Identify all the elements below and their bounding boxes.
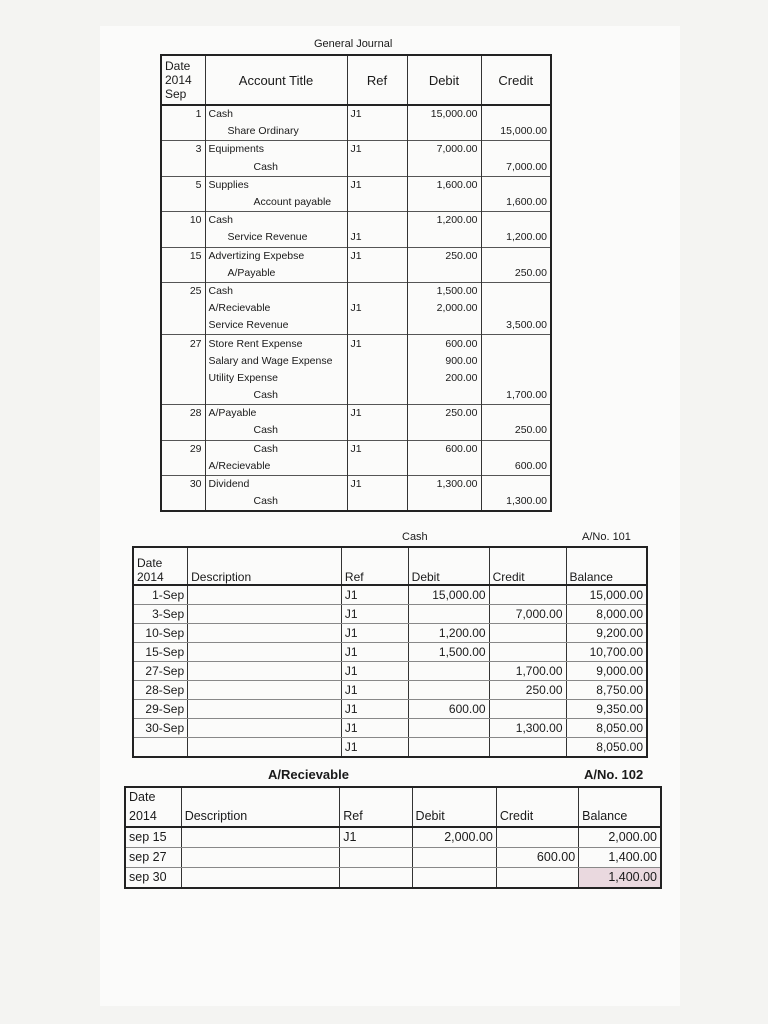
journal-line xyxy=(161,440,551,458)
cash-debit xyxy=(408,738,489,758)
journal-account: Cash xyxy=(205,422,347,440)
journal-credit xyxy=(481,300,551,317)
journal-ref xyxy=(347,458,407,476)
journal-ref: J1 xyxy=(347,475,407,493)
journal-day xyxy=(161,317,205,335)
journal-line xyxy=(161,141,551,159)
ar-row xyxy=(125,827,661,848)
journal-ref xyxy=(347,123,407,141)
ar-date: sep 27 xyxy=(125,848,181,868)
journal-debit xyxy=(407,458,481,476)
journal-day xyxy=(161,387,205,405)
cash-row xyxy=(133,681,647,700)
journal-credit: 1,200.00 xyxy=(481,229,551,247)
journal-debit: 2,000.00 xyxy=(407,300,481,317)
journal-account: A/Recievable xyxy=(205,458,347,476)
cash-ref: J1 xyxy=(341,719,408,738)
cash-ref: J1 xyxy=(341,643,408,662)
journal-debit: 600.00 xyxy=(407,440,481,458)
journal-credit-header: Credit xyxy=(481,55,551,105)
cash-date: 10-Sep xyxy=(133,624,188,643)
cash-account-number: A/No. 101 xyxy=(582,531,631,543)
journal-day: 25 xyxy=(161,282,205,300)
journal-account: A/Payable xyxy=(205,265,347,283)
cash-description xyxy=(188,719,342,738)
journal-debit xyxy=(407,159,481,177)
cash-ref-header: Ref xyxy=(341,547,408,585)
cash-balance: 8,000.00 xyxy=(566,605,647,624)
journal-debit: 600.00 xyxy=(407,335,481,353)
cash-row xyxy=(133,719,647,738)
cash-balance: 9,350.00 xyxy=(566,700,647,719)
cash-debit xyxy=(408,719,489,738)
journal-account: Supplies xyxy=(205,176,347,194)
journal-debit: 250.00 xyxy=(407,247,481,265)
cash-row xyxy=(133,585,647,605)
journal-credit xyxy=(481,405,551,423)
cash-row xyxy=(133,643,647,662)
ar-description xyxy=(181,848,340,868)
journal-debit xyxy=(407,317,481,335)
journal-ref xyxy=(347,317,407,335)
journal-account: Cash xyxy=(205,282,347,300)
cash-date: 30-Sep xyxy=(133,719,188,738)
cash-credit xyxy=(489,624,566,643)
journal-account: Equipments xyxy=(205,141,347,159)
cash-description xyxy=(188,643,342,662)
journal-line xyxy=(161,458,551,476)
cash-debit: 15,000.00 xyxy=(408,585,489,605)
ar-balance: 1,400.00 xyxy=(579,848,661,868)
ar-account-number: A/No. 102 xyxy=(584,767,644,782)
cash-credit-header: Credit xyxy=(489,547,566,585)
ar-header-row xyxy=(125,787,661,827)
journal-debit: 900.00 xyxy=(407,353,481,370)
cash-row xyxy=(133,700,647,719)
ar-balance: 1,400.00 xyxy=(579,868,661,889)
journal-ref xyxy=(347,265,407,283)
general-journal-table xyxy=(160,54,552,512)
cash-debit: 600.00 xyxy=(408,700,489,719)
journal-line xyxy=(161,159,551,177)
cash-row xyxy=(133,662,647,681)
cash-description xyxy=(188,585,342,605)
journal-day: 10 xyxy=(161,212,205,230)
cash-row xyxy=(133,605,647,624)
ar-balance-header: Balance xyxy=(579,787,661,827)
cash-description xyxy=(188,624,342,643)
journal-day xyxy=(161,370,205,387)
cash-balance: 15,000.00 xyxy=(566,585,647,605)
ar-ref xyxy=(340,868,412,889)
cash-credit xyxy=(489,700,566,719)
journal-day xyxy=(161,300,205,317)
journal-account: Dividend xyxy=(205,475,347,493)
journal-debit: 1,300.00 xyxy=(407,475,481,493)
journal-credit: 250.00 xyxy=(481,422,551,440)
journal-account-title-header: Account Title xyxy=(205,55,347,105)
journal-ref xyxy=(347,422,407,440)
journal-ref: J1 xyxy=(347,335,407,353)
cash-debit: 1,200.00 xyxy=(408,624,489,643)
journal-ref: J1 xyxy=(347,141,407,159)
journal-line xyxy=(161,317,551,335)
ar-credit-header: Credit xyxy=(496,787,578,827)
journal-body xyxy=(161,105,551,511)
journal-debit xyxy=(407,493,481,511)
journal-day xyxy=(161,458,205,476)
cash-header-row xyxy=(133,547,647,585)
journal-ref xyxy=(347,159,407,177)
journal-line xyxy=(161,176,551,194)
journal-debit xyxy=(407,387,481,405)
ar-debit: 2,000.00 xyxy=(412,827,496,848)
cash-date: 28-Sep xyxy=(133,681,188,700)
journal-credit xyxy=(481,440,551,458)
journal-title: General Journal xyxy=(314,38,393,50)
journal-credit: 600.00 xyxy=(481,458,551,476)
cash-ref: J1 xyxy=(341,585,408,605)
ar-row xyxy=(125,848,661,868)
ar-description-header: Description xyxy=(181,787,340,827)
ar-credit: 600.00 xyxy=(496,848,578,868)
ar-ref xyxy=(340,848,412,868)
ar-balance: 2,000.00 xyxy=(579,827,661,848)
journal-ref xyxy=(347,282,407,300)
journal-account: Store Rent Expense xyxy=(205,335,347,353)
cash-ref: J1 xyxy=(341,681,408,700)
journal-account: Cash xyxy=(205,212,347,230)
journal-account: Advertizing Expebse xyxy=(205,247,347,265)
journal-credit xyxy=(481,176,551,194)
journal-ref xyxy=(347,194,407,212)
journal-line xyxy=(161,212,551,230)
journal-debit xyxy=(407,265,481,283)
journal-header-row xyxy=(161,55,551,105)
cash-ref: J1 xyxy=(341,605,408,624)
journal-line xyxy=(161,194,551,212)
cash-balance-header: Balance xyxy=(566,547,647,585)
journal-day: 1 xyxy=(161,105,205,123)
ar-ref: J1 xyxy=(340,827,412,848)
cash-date: 3-Sep xyxy=(133,605,188,624)
journal-line xyxy=(161,493,551,511)
journal-debit: 250.00 xyxy=(407,405,481,423)
journal-ref: J1 xyxy=(347,176,407,194)
journal-day xyxy=(161,194,205,212)
journal-debit: 1,500.00 xyxy=(407,282,481,300)
cash-debit: 1,500.00 xyxy=(408,643,489,662)
journal-credit: 1,600.00 xyxy=(481,194,551,212)
ar-ref-header: Ref xyxy=(340,787,412,827)
cash-date xyxy=(133,738,188,758)
journal-credit: 3,500.00 xyxy=(481,317,551,335)
journal-line xyxy=(161,475,551,493)
journal-debit xyxy=(407,229,481,247)
journal-credit xyxy=(481,475,551,493)
cash-balance: 8,050.00 xyxy=(566,738,647,758)
journal-credit xyxy=(481,141,551,159)
journal-day xyxy=(161,229,205,247)
cash-row xyxy=(133,624,647,643)
journal-account: Salary and Wage Expense xyxy=(205,353,347,370)
cash-description xyxy=(188,681,342,700)
cash-debit-header: Debit xyxy=(408,547,489,585)
journal-date-header: Date 2014 Sep xyxy=(161,55,205,105)
journal-account: A/Recievable xyxy=(205,300,347,317)
cash-description xyxy=(188,700,342,719)
journal-day: 29 xyxy=(161,440,205,458)
journal-credit xyxy=(481,247,551,265)
journal-line xyxy=(161,422,551,440)
cash-credit xyxy=(489,643,566,662)
journal-credit xyxy=(481,335,551,353)
journal-debit: 200.00 xyxy=(407,370,481,387)
journal-line xyxy=(161,265,551,283)
journal-day: 15 xyxy=(161,247,205,265)
journal-account: Cash xyxy=(205,493,347,511)
ar-description xyxy=(181,827,340,848)
journal-ref xyxy=(347,212,407,230)
cash-ref: J1 xyxy=(341,738,408,758)
journal-ref: J1 xyxy=(347,300,407,317)
journal-debit: 1,200.00 xyxy=(407,212,481,230)
cash-balance: 9,000.00 xyxy=(566,662,647,681)
journal-ref: J1 xyxy=(347,229,407,247)
cash-debit xyxy=(408,662,489,681)
cash-credit: 1,300.00 xyxy=(489,719,566,738)
cash-description xyxy=(188,605,342,624)
journal-day: 27 xyxy=(161,335,205,353)
cash-description xyxy=(188,662,342,681)
journal-day xyxy=(161,493,205,511)
journal-account: Utility Expense xyxy=(205,370,347,387)
journal-credit: 15,000.00 xyxy=(481,123,551,141)
journal-line xyxy=(161,282,551,300)
journal-ref xyxy=(347,370,407,387)
cash-credit xyxy=(489,585,566,605)
journal-account: Cash xyxy=(205,387,347,405)
ar-debit xyxy=(412,848,496,868)
journal-account: A/Payable xyxy=(205,405,347,423)
journal-line xyxy=(161,229,551,247)
journal-line xyxy=(161,405,551,423)
cash-date: 29-Sep xyxy=(133,700,188,719)
journal-debit: 1,600.00 xyxy=(407,176,481,194)
ar-credit xyxy=(496,868,578,889)
cash-balance: 8,750.00 xyxy=(566,681,647,700)
ar-debit-header: Debit xyxy=(412,787,496,827)
cash-credit: 1,700.00 xyxy=(489,662,566,681)
journal-ref: J1 xyxy=(347,440,407,458)
cash-debit xyxy=(408,605,489,624)
cash-balance: 9,200.00 xyxy=(566,624,647,643)
cash-description-header: Description xyxy=(188,547,342,585)
cash-date-header: Date 2014 xyxy=(133,547,188,585)
journal-credit: 1,700.00 xyxy=(481,387,551,405)
cash-credit: 7,000.00 xyxy=(489,605,566,624)
journal-line xyxy=(161,387,551,405)
cash-date: 27-Sep xyxy=(133,662,188,681)
journal-debit xyxy=(407,422,481,440)
ar-row xyxy=(125,868,661,889)
ar-credit xyxy=(496,827,578,848)
ar-description xyxy=(181,868,340,889)
ar-ledger-title: A/Recievable xyxy=(268,767,349,782)
journal-line xyxy=(161,300,551,317)
journal-day: 5 xyxy=(161,176,205,194)
journal-line xyxy=(161,335,551,353)
ar-date: sep 15 xyxy=(125,827,181,848)
journal-debit: 7,000.00 xyxy=(407,141,481,159)
cash-balance: 8,050.00 xyxy=(566,719,647,738)
cash-row xyxy=(133,738,647,758)
journal-account: Cash xyxy=(205,440,347,458)
ar-ledger-body xyxy=(125,827,661,888)
journal-credit: 250.00 xyxy=(481,265,551,283)
journal-day xyxy=(161,159,205,177)
cash-description xyxy=(188,738,342,758)
journal-account: Cash xyxy=(205,159,347,177)
journal-credit xyxy=(481,105,551,123)
journal-line xyxy=(161,247,551,265)
cash-balance: 10,700.00 xyxy=(566,643,647,662)
journal-debit xyxy=(407,194,481,212)
cash-credit: 250.00 xyxy=(489,681,566,700)
cash-ledger-body xyxy=(133,585,647,757)
journal-day xyxy=(161,265,205,283)
cash-ledger-table xyxy=(132,546,648,758)
journal-day xyxy=(161,353,205,370)
journal-ref xyxy=(347,387,407,405)
cash-ref: J1 xyxy=(341,700,408,719)
journal-credit xyxy=(481,353,551,370)
journal-day: 28 xyxy=(161,405,205,423)
cash-credit xyxy=(489,738,566,758)
cash-ledger-title: Cash xyxy=(402,531,428,543)
journal-account: Account payable xyxy=(205,194,347,212)
cash-date: 1-Sep xyxy=(133,585,188,605)
journal-debit-header: Debit xyxy=(407,55,481,105)
ar-date: sep 30 xyxy=(125,868,181,889)
journal-ref: J1 xyxy=(347,405,407,423)
journal-credit xyxy=(481,370,551,387)
journal-line xyxy=(161,105,551,123)
ar-date-header: Date 2014 xyxy=(125,787,181,827)
journal-ref: J1 xyxy=(347,247,407,265)
journal-credit xyxy=(481,282,551,300)
journal-day: 3 xyxy=(161,141,205,159)
journal-ref xyxy=(347,353,407,370)
journal-ref xyxy=(347,493,407,511)
journal-day xyxy=(161,123,205,141)
journal-credit xyxy=(481,212,551,230)
journal-line xyxy=(161,353,551,370)
journal-credit: 1,300.00 xyxy=(481,493,551,511)
journal-debit: 15,000.00 xyxy=(407,105,481,123)
cash-ref: J1 xyxy=(341,624,408,643)
journal-account: Service Revenue xyxy=(205,317,347,335)
journal-line xyxy=(161,123,551,141)
journal-ref: J1 xyxy=(347,105,407,123)
journal-account: Share Ordinary xyxy=(205,123,347,141)
journal-account: Cash xyxy=(205,105,347,123)
cash-debit xyxy=(408,681,489,700)
journal-debit xyxy=(407,123,481,141)
journal-ref-header: Ref xyxy=(347,55,407,105)
journal-credit: 7,000.00 xyxy=(481,159,551,177)
journal-day xyxy=(161,422,205,440)
journal-day: 30 xyxy=(161,475,205,493)
cash-date: 15-Sep xyxy=(133,643,188,662)
journal-account: Service Revenue xyxy=(205,229,347,247)
ar-debit xyxy=(412,868,496,889)
cash-ref: J1 xyxy=(341,662,408,681)
ar-ledger-table xyxy=(124,786,662,889)
journal-line xyxy=(161,370,551,387)
